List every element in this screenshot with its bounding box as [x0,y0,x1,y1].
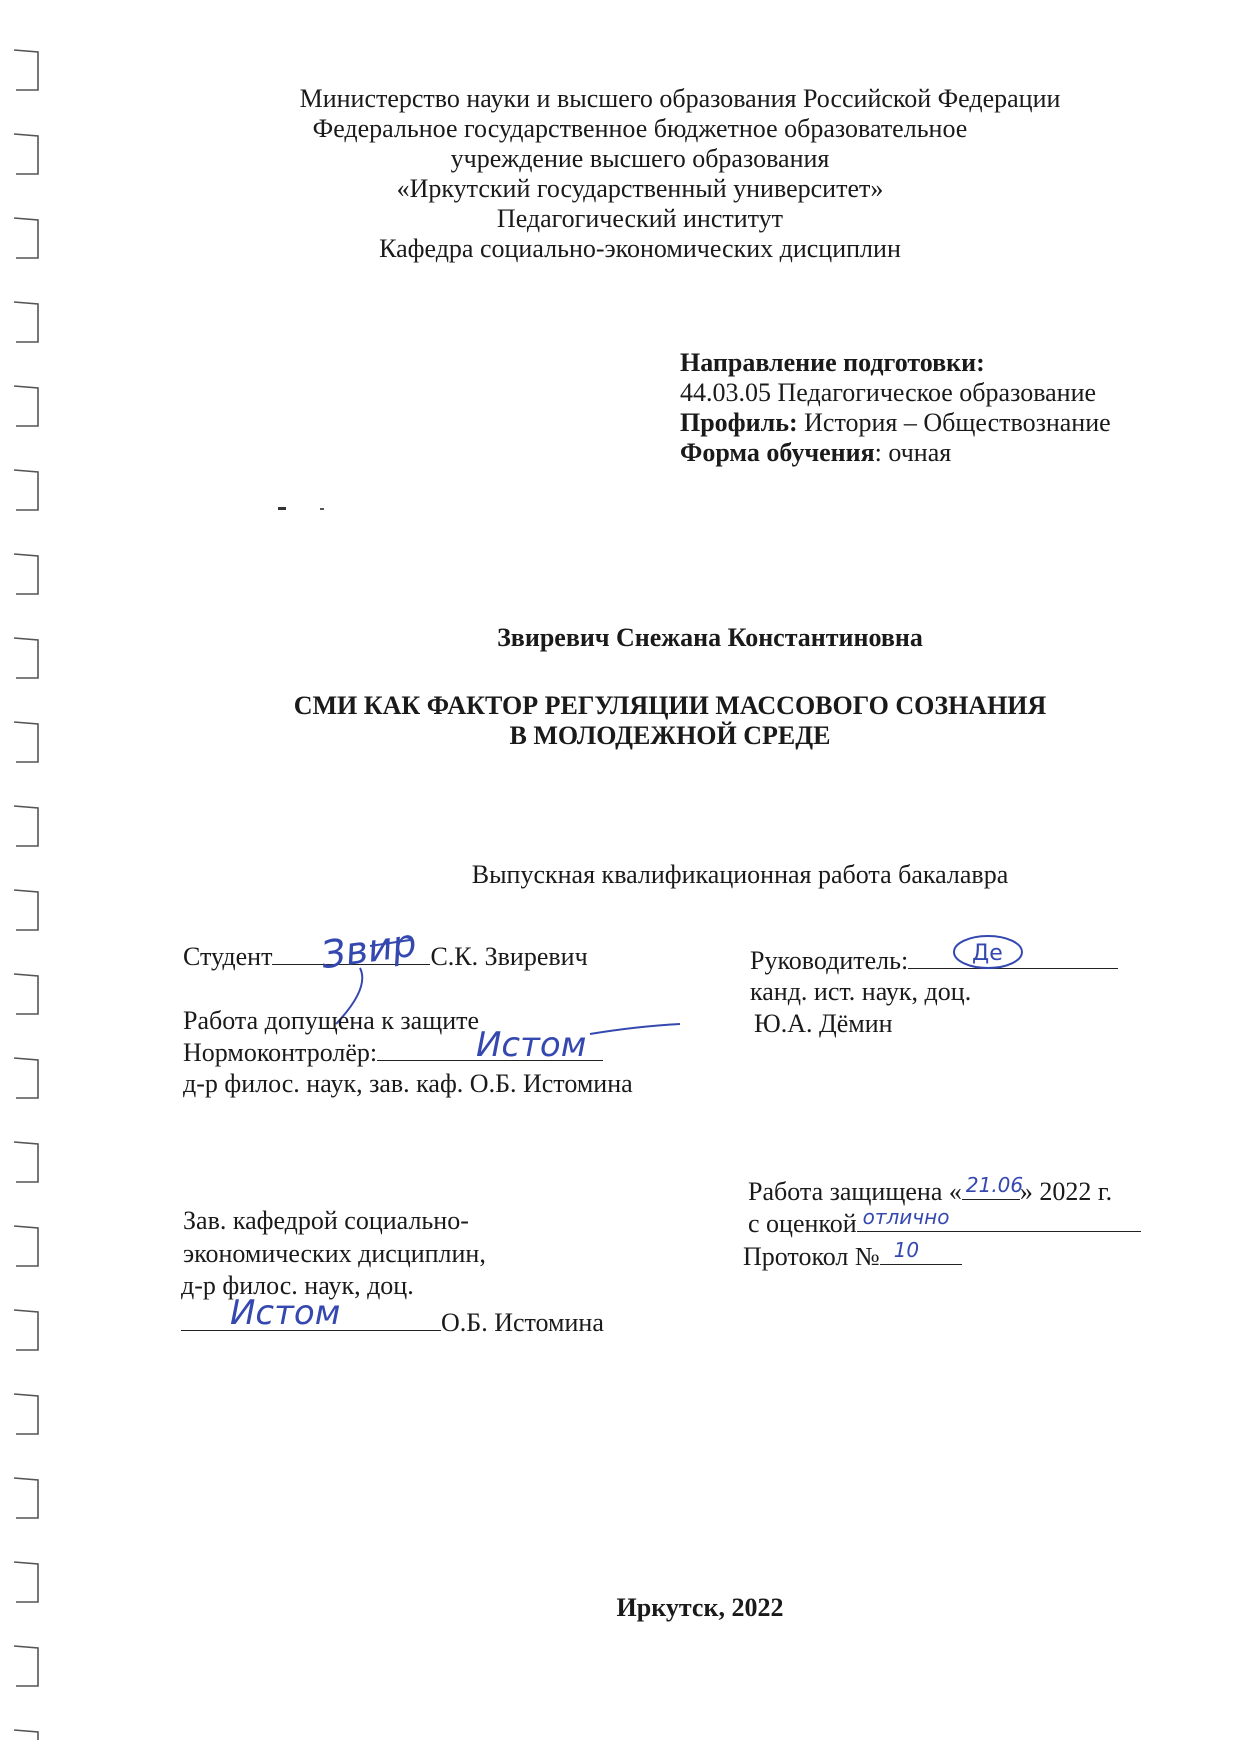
grade-hw: отлично [862,1205,950,1229]
binding-mark [14,50,38,90]
supervisor-label: Руководитель: [750,946,909,975]
student-line [183,940,588,973]
binding-mark [14,386,38,426]
admission-text: Работа допущена к защите [183,1006,480,1035]
binding-mark [14,470,38,510]
student-signature-text: Звир [318,920,420,978]
binding-mark [14,302,38,342]
header-university: «Иркутский государственный университет» [396,174,884,203]
norm-line [183,1036,603,1069]
norm-signature-text: Истом [476,1025,587,1065]
direction-value: 44.03.05 Педагогическое образование [680,378,1097,407]
direction-label: Направление подготовки: [680,348,985,377]
head-line3: д-р филос. наук, доц. [181,1271,414,1300]
norm-signature-line [377,1036,603,1061]
binding-mark [14,1310,38,1350]
supervisor-signature-line [908,944,1118,969]
defense-prefix: Работа защищена « [748,1177,962,1206]
student-signature-line [272,940,430,965]
profile-value: История – Обществознание [804,408,1111,437]
thesis-title-line2: В МОЛОДЕЖНОЙ СРЕДЕ [509,721,831,750]
supervisor-name: Ю.А. Дёмин [754,1009,893,1038]
header-institute: Педагогический институт [496,204,784,233]
binding-mark [14,1562,38,1602]
binding-mark [14,890,38,930]
protocol-label: Протокол № [743,1242,880,1271]
author-name: Звиревич Снежана Константиновна [497,623,923,652]
header-institution: Федеральное государственное бюджетное образовательное [312,114,968,143]
profile-label: Профиль: [680,408,798,437]
supervisor-signature-text: Де [972,941,1003,966]
binding-mark [14,218,38,258]
supervisor-degree: канд. ист. наук, доц. [750,977,972,1006]
footer-city-year: Иркутск, 2022 [616,1593,784,1622]
binding-mark [14,638,38,678]
binding-mark [14,806,38,846]
norm-label: Нормоконтролёр: [183,1038,378,1067]
defense-suffix: » 2022 г. [1019,1177,1113,1206]
binding-mark [14,1058,38,1098]
norm-title: д-р филос. наук, зав. каф. О.Б. Истомина [183,1069,633,1098]
supervisor-line [750,944,1118,977]
protocol-field [880,1240,962,1265]
binding-mark [14,1142,38,1182]
student-label: Студент [183,942,273,971]
binding-mark [14,1646,38,1686]
form-label: Форма обучения [680,438,875,467]
grade-field [857,1207,1141,1232]
header-institution-type: учреждение высшего образования [450,144,830,173]
binding-mark [14,1394,38,1434]
head-line2: экономических дисциплин, [183,1239,486,1268]
head-signature-field [181,1306,441,1331]
defense-date-field [962,1173,1024,1200]
defense-date-hw: 21.06 [965,1173,1024,1197]
binding-mark [14,1730,38,1740]
head-name: О.Б. Истомина [441,1308,604,1337]
student-name: С.К. Звиревич [430,942,588,971]
form-value: : очная [874,438,952,467]
scan-speck [276,504,336,514]
grade-label: с оценкой [748,1209,857,1238]
grade-line [748,1207,1141,1240]
work-type: Выпускная квалификационная работа бакалавра [471,860,1009,889]
binding-marks [8,30,44,1740]
binding-mark [14,974,38,1014]
head-signature-text: Истом [230,1293,341,1333]
protocol-hw: 10 [893,1238,920,1262]
binding-mark [14,722,38,762]
binding-mark [14,1226,38,1266]
head-line1: Зав. кафедрой социально- [183,1206,469,1235]
thesis-title-line1: СМИ КАК ФАКТОР РЕГУЛЯЦИИ МАССОВОГО СОЗНАНИЯ [293,691,1047,720]
head-signature-line [181,1306,604,1339]
binding-mark [14,1478,38,1518]
binding-mark [14,554,38,594]
profile-line [680,407,1111,439]
binding-mark [14,134,38,174]
protocol-line [743,1240,962,1273]
form-line [680,437,951,469]
header-ministry: Министерство науки и высшего образования Российской Федерации [299,84,1061,113]
header-department: Кафедра социально-экономических дисциплин [379,234,901,263]
